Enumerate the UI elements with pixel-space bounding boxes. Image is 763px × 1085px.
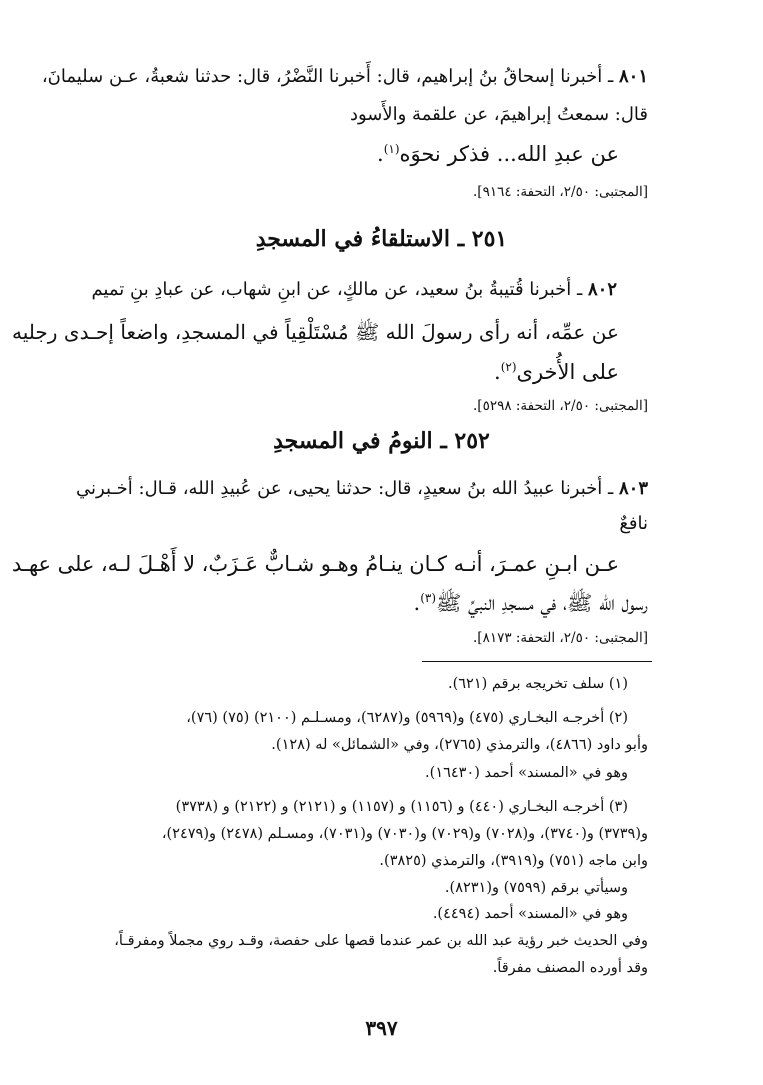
chapter-251-heading: ٢٥١ ـ الاستلقاءُ في المسجدِ xyxy=(255,226,508,252)
hadith-803-line-3: عـن ابـنِ عمـرَ، أنـه كـان ينـامُ وهـو شـابٌّ عَـزَبٌ، لا أَهْـلَ لـه، على عهـد xyxy=(11,552,619,576)
footnote-3-line-3: وابن ماجه (٧٥١) و(٣٩١٩)، والترمذي (٣٨٢٥). xyxy=(379,853,648,869)
hadith-803-text-end: رسول الله ﷺ، في مسجدِ النبيِّ ﷺ xyxy=(436,591,648,615)
hadith-802-text-end: على الأُخرى xyxy=(516,360,619,384)
footnote-separator xyxy=(422,661,652,662)
hadith-802-end: . xyxy=(494,360,501,384)
hadith-802-line-3 xyxy=(494,360,619,384)
footnote-3-line-7: وقد أورده المصنف مفرقاً. xyxy=(492,960,648,976)
footnote-mark-1: (١) xyxy=(383,142,400,156)
hadith-803-isnad: أخبرنا عبيدُ الله بنُ سعيدٍ، قال: حدثنا يحيى، عن عُبيدِ الله، قـال: أخـبرني xyxy=(76,478,603,499)
hadith-803-line-4 xyxy=(414,590,649,621)
chapter-251-number: ٢٥١ xyxy=(471,226,508,252)
chapter-252-heading: ٢٥٢ ـ النومُ في المسجدِ xyxy=(273,428,490,454)
footnote-3-line-2: و(٣٧٣٩) و(٣٧٤٠)، و(٧٠٢٨) و(٧٠٢٩) و(٧٠٣٠) و(٧٠٣١)، ومسـلم (٢٤٧٨) و(٢٤٧٩)، xyxy=(161,826,648,842)
footnote-mark-3: (٣) xyxy=(420,591,437,605)
chapter-252-number: ٢٥٢ xyxy=(454,428,490,454)
page-number: ٣٩٧ xyxy=(365,1016,398,1040)
hadith-802-line-2: عن عمِّه، أنه رأى رسولَ الله ﷺ مُسْتَلْقِياً في المسجدِ، واضعاً إحـدى رجليه xyxy=(11,320,619,344)
footnote-2-line-1: (٢) أخرجـه البخـاري (٤٧٥) و(٥٩٦٩) و(٦٢٨٧)، ومسـلـم (٢١٠٠) (٧٥) (٧٦)، xyxy=(186,710,628,726)
hadith-802-number: ٨٠٢ xyxy=(587,279,617,300)
hadith-803-line-2: نافعٌ xyxy=(619,513,648,534)
footnote-2-line-3: وهو في «المسند» أحمد (١٦٤٣٠). xyxy=(425,765,628,781)
hadith-801-line-2: قال: سمعتُ إبراهيمَ، عن علقمة والأَسود xyxy=(349,104,648,125)
hadith-801-isnad: أخبرنا إسحاقُ بنُ إبراهيم، قال: أَخبرنا النَّضْرُ، قال: حدثنا شعبةُ، عـن سليمانَ، xyxy=(41,66,603,87)
hadith-802-reference: [المجتبى: ٢/٥٠، التحفة: ٥٢٩٨]. xyxy=(473,398,648,414)
hadith-801-text: عن عبدِ الله... فذكر نحوَه xyxy=(399,142,619,166)
chapter-252-title: النومُ في المسجدِ xyxy=(273,428,433,454)
footnote-3-line-4: وسيأتي برقم (٧٥٩٩) و(٨٢٣١). xyxy=(444,880,628,896)
hadith-802-line-1: ٨٠٢ ـ أخبرنا قُتيبةُ بنُ سعيد، عن مالكٍ، عن ابنِ شهاب، عن عبادِ بنِ تميم xyxy=(91,279,617,300)
hadith-803-end: . xyxy=(413,591,421,615)
footnote-1: (١) سلف تخريجه برقم (٦٢١). xyxy=(447,676,628,692)
hadith-801-line-1: ٨٠١ ـ أخبرنا إسحاقُ بنُ إبراهيم، قال: أَخبرنا النَّضْرُ، قال: حدثنا شعبةُ، عـن سليمانَ، xyxy=(41,66,648,87)
footnote-2-line-2: وأبو داود (٤٨٦٦)، والترمذي (٢٧٦٥)، وفي «الشمائل» له (١٢٨). xyxy=(271,737,648,753)
hadith-801-end: . xyxy=(377,142,384,166)
footnote-3-line-5: وهو في «المسند» أحمد (٤٤٩٤). xyxy=(432,906,628,922)
hadith-803-line-1: ٨٠٣ ـ أخبرنا عبيدُ الله بنُ سعيدٍ، قال: حدثنا يحيى، عن عُبيدِ الله، قـال: أخـبرني xyxy=(76,478,648,499)
footnote-3-line-1: (٣) أخرجـه البخـاري (٤٤٠) و (١١٥٦) و (١١٥٧) و (٢١٢١) و (٢١٢٢) و (٣٧٣٨) xyxy=(175,799,628,815)
footnote-3-line-6: وفي الحديث خبر رؤية عبد الله بن عمر عندما قصها على حفصة، وقـد روي مجملاً ومفرقـاً، xyxy=(114,933,648,949)
hadith-801-number: ٨٠١ xyxy=(618,66,648,87)
hadith-803-number: ٨٠٣ xyxy=(618,478,648,499)
hadith-801-line-3 xyxy=(377,142,619,166)
hadith-802-isnad: أخبرنا قُتيبةُ بنُ سعيد، عن مالكٍ، عن ابنِ شهاب، عن عبادِ بنِ تميم xyxy=(91,279,572,300)
chapter-251-title: الاستلقاءُ في المسجدِ xyxy=(255,226,451,252)
hadith-803-reference: [المجتبى: ٢/٥٠، التحفة: ٨١٧٣]. xyxy=(473,630,648,646)
hadith-801-reference: [المجتبى: ٢/٥٠، التحفة: ٩١٦٤]. xyxy=(473,184,648,200)
footnote-mark-2: (٢) xyxy=(500,360,517,374)
